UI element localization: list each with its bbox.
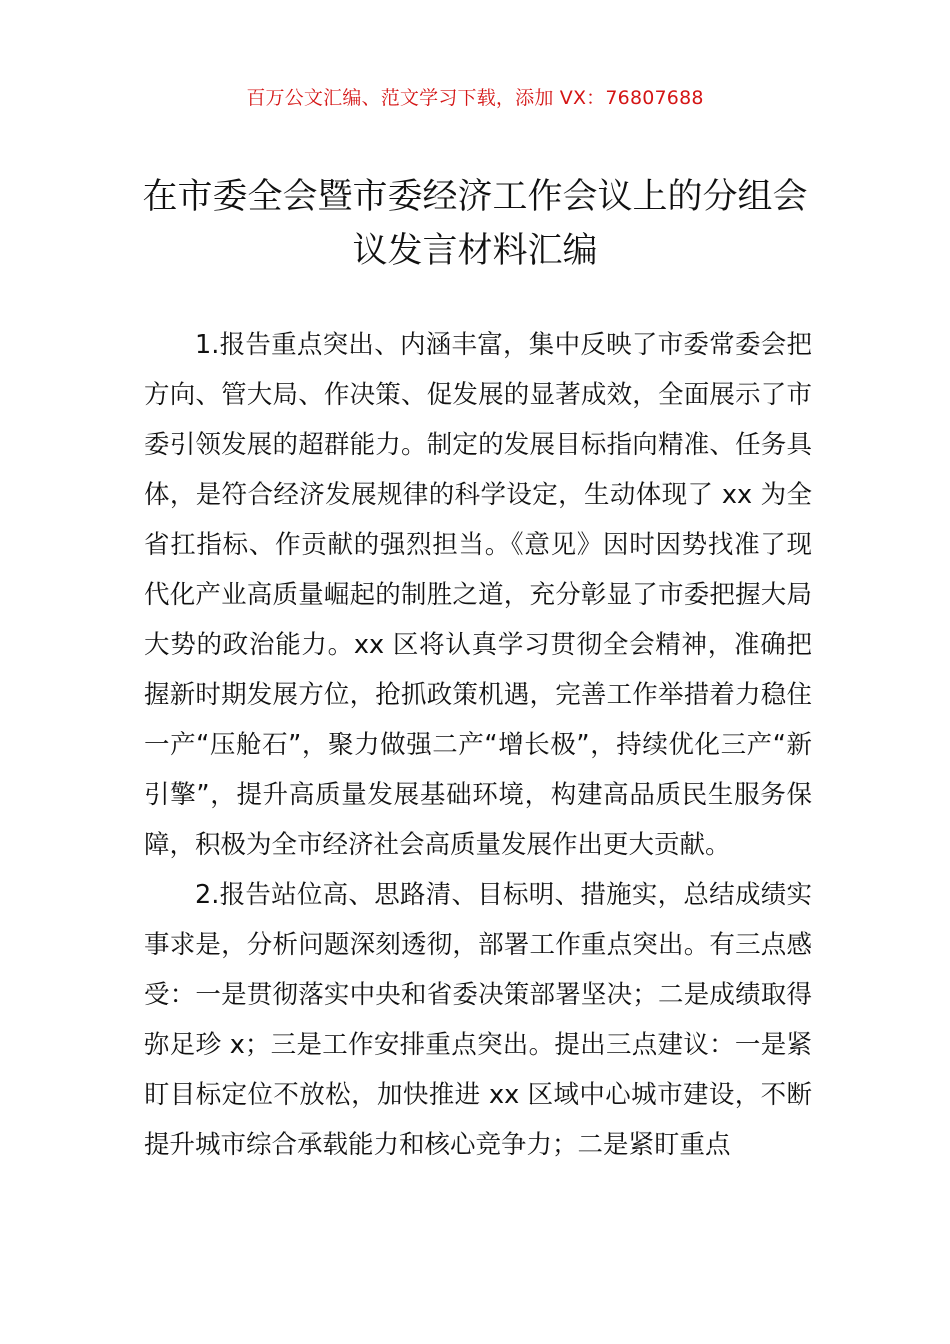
document-title: 在市委全会暨市委经济工作会议上的分组会议发言材料汇编 [142,177,808,271]
paragraph-2: 2.报告站位高、思路清、目标明、措施实，总结成绩实事求是，分析问题深刻透彻，部署工作重点突出。有三点感受：一是贯彻落实中央和省委决策部署坚决；二是成绩取得弥足珍 x；三是工作安排重点突出。提出三点建议：一是紧盯目标定位不放松，加快推进 xx 区域中心城市建设，不断提升城市综合承载能力和核心竞争力；二是紧盯重点 [144,880,812,1160]
header-watermark-note: 百万公文汇编、范文学习下载，添加 VX：76807688 [246,87,704,109]
document-body [144,320,812,1170]
paragraph-1: 1.报告重点突出、内涵丰富，集中反映了市委常委会把方向、管大局、作决策、促发展的显著成效，全面展示了市委引领发展的超群能力。制定的发展目标指向精准、任务具体，是符合经济发展规律的科学设定，生动体现了 xx 为全省扛指标、作贡献的强烈担当。《意见》因时因势找准了现代化产业高质量崛起的制胜之道，充分彰显了市委把握大局大势的政治能力。xx 区将认真学习贯彻全会精神，准确把握新时期发展方位，抢抓政策机遇，完善工作举措着力稳住一产“压舱石”，聚力做强二产“增长极”，持续优化三产“新引擎”，提升高质量发展基础环境，构建高品质民生服务保障，积极为全市经济社会高质量发展作出更大贡献。 [144,330,812,860]
